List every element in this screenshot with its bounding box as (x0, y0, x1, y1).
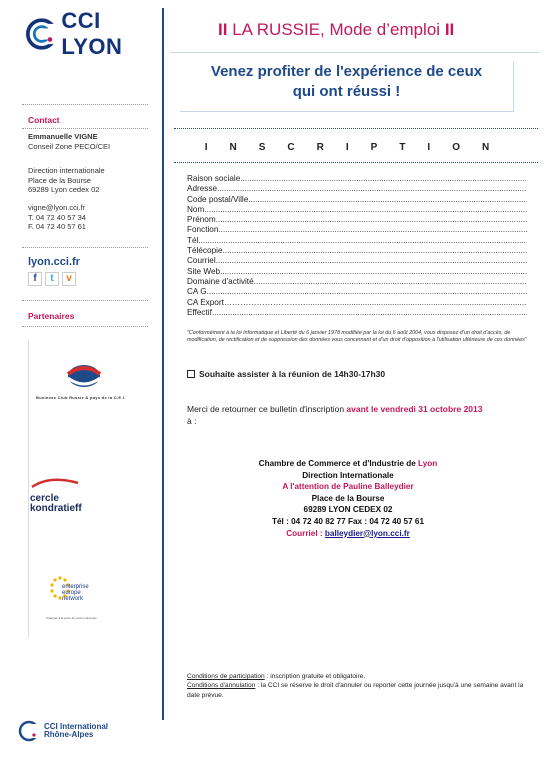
cci-lyon-logo[interactable] (26, 8, 160, 60)
form-field-adresse[interactable] (187, 184, 527, 194)
return-text: Merci de retourner ce bulletin d'inscription (187, 404, 347, 414)
field-label: Effectif (187, 307, 212, 317)
form-field-ca-export[interactable] (187, 298, 527, 308)
divider (22, 247, 148, 248)
form-field-fonction[interactable] (187, 225, 527, 235)
field-label: CA Export………………………… (187, 297, 306, 307)
sidebar (0, 0, 160, 758)
divider (22, 104, 148, 105)
legal-notice: "Conformément à la loi Informatique et Liberté du 6 janvier 1978 modifiée par la loi du 6 août 2004, vous disposez d'un droit d'accès, de modification, de rectification et de suppression des données vous concernant et d'un droit d'opposition à l'utilisation ultérieure de ces données" (187, 330, 527, 343)
contact-email-link[interactable]: vigne@lyon.cci.fr (28, 203, 86, 212)
contact-role: Conseil Zone PECO/CEI (28, 141, 111, 151)
vertical-divider (162, 8, 164, 720)
ccii-line: CCI International (44, 722, 109, 731)
field-label: Adresse (187, 184, 218, 194)
een-line: enterprise (62, 584, 89, 590)
condition-label: Conditions d'annulation (187, 682, 256, 690)
partner-kondratieff-l2: kondratieff (30, 503, 82, 514)
page-title (218, 20, 454, 40)
een-line: europe (62, 590, 81, 596)
divider (174, 128, 538, 129)
address-line: Direction Internationale (302, 470, 394, 480)
field-input-line[interactable] (240, 174, 527, 184)
partner-kondratieff-l1: cercle (30, 493, 59, 504)
logo-text: CCI LYON (61, 8, 123, 59)
address-line: Place de la Bourse (28, 175, 91, 185)
field-label: Raison sociale (187, 174, 241, 183)
divider (22, 326, 148, 327)
field-label: Prénom (187, 215, 216, 225)
field-label: Domaine d'activité (187, 276, 254, 286)
viadeo-icon[interactable]: v (62, 272, 76, 286)
divider (22, 300, 148, 301)
een-line: network (62, 596, 84, 602)
conditions (187, 672, 527, 700)
field-input-line[interactable] (220, 267, 527, 277)
condition-participation (187, 672, 527, 681)
field-input-line[interactable] (217, 184, 527, 194)
field-input-line[interactable] (216, 215, 527, 225)
form-field-telecopie[interactable] (187, 246, 527, 256)
attend-checkbox-row[interactable] (187, 369, 385, 379)
condition-text: : inscription gratuite et obligatoire. (264, 673, 366, 680)
email-link[interactable]: balleydier@lyon.cci.fr (324, 528, 410, 538)
field-input-line[interactable] (216, 256, 527, 266)
address-phone-fax: Tél : 04 72 40 82 77 Fax : 04 72 40 57 61 (271, 516, 425, 526)
contact-name: Emmanuelle VIGNE (28, 132, 98, 141)
field-input-line[interactable] (218, 225, 527, 235)
twitter-icon[interactable]: t (45, 272, 59, 286)
title-bars: II (444, 20, 455, 39)
partners-heading: Partenaires (28, 311, 75, 321)
form-field-prenom[interactable] (187, 215, 527, 225)
address-line: Place de la Bourse (311, 493, 385, 503)
field-label: Nom (187, 204, 205, 214)
field-input-line[interactable] (223, 246, 527, 256)
address-city: Lyon (418, 459, 438, 468)
title-bars: II (218, 20, 228, 39)
partner-business-club-label: Business Club Russie & pays de la C.E.I. (36, 395, 126, 400)
cci-international-icon (18, 720, 40, 742)
attend-checkbox[interactable] (187, 370, 195, 378)
field-input-line[interactable] (254, 277, 527, 287)
cci-logo-icon (26, 17, 57, 51)
field-input-line[interactable] (306, 298, 527, 308)
address-line: Direction internationale (28, 166, 105, 175)
social-links (28, 272, 76, 286)
contact-block (28, 132, 110, 151)
field-input-line[interactable] (248, 195, 527, 205)
promo-line: Venez profiter de l'expérience de ceux (210, 63, 483, 80)
swoosh-icon (30, 477, 80, 489)
inscription-heading: INSCRIPTION (204, 142, 512, 153)
facebook-icon[interactable]: f (28, 272, 42, 286)
address-org: Chambre de Commerce et d'Industrie de (258, 459, 419, 468)
partner-een-tagline: Changer à la porte de votre entreprise (46, 616, 97, 620)
field-input-line[interactable] (198, 236, 527, 246)
address-attention: A l'attention de Pauline Balleydier (282, 482, 414, 492)
ccii-line: Rhône-Alpes (44, 730, 94, 739)
contact-heading: Contact (28, 115, 60, 125)
divider (174, 162, 538, 163)
contact-phone: T. 04 72 40 57 34 (28, 212, 86, 222)
return-address (188, 458, 508, 539)
address-line: 69289 Lyon cedex 02 (28, 185, 100, 194)
field-input-line[interactable] (207, 287, 527, 297)
cercle-kondratieff-logo[interactable] (30, 476, 82, 514)
condition-label: Conditions de participation (187, 673, 265, 680)
site-link[interactable]: lyon.cci.fr (28, 256, 80, 268)
form-field-courriel[interactable] (187, 256, 527, 266)
address-email-row (188, 528, 508, 540)
field-input-line[interactable] (204, 205, 527, 215)
form-field-domaine[interactable] (187, 277, 527, 287)
return-deadline: avant le vendredi 31 octobre 2013 (346, 404, 483, 414)
form-field-ca-g[interactable] (187, 287, 527, 297)
header-divider (170, 52, 540, 53)
form-field-site-web[interactable] (187, 267, 527, 277)
field-label: Courriel (187, 256, 216, 266)
promo-line: qui ont réussi ! (292, 83, 401, 100)
email-label: Courriel : (286, 528, 325, 538)
form-field-effectif[interactable] (187, 308, 527, 318)
partner-een-label (62, 584, 89, 602)
condition-text: : la CCI se réserve le droit d'annuler ou reporter cette journée jusqu'à une semaine avant la date prévue. (187, 682, 524, 699)
field-input-line[interactable] (212, 308, 527, 318)
form-field-tel[interactable] (187, 236, 527, 246)
address-line (188, 458, 508, 470)
title-text: LA RUSSIE, Mode d’emploi (232, 20, 441, 39)
cci-international-text (44, 723, 108, 739)
field-label: CA G (187, 287, 207, 297)
contact-fax: F. 04 72 40 57 61 (28, 222, 86, 231)
return-text-after: à : (187, 415, 197, 426)
field-label: Site Web (187, 266, 221, 276)
condition-annulation (187, 681, 527, 700)
contact-address (28, 166, 105, 195)
field-label: Fonction (187, 225, 219, 235)
address-line: 69289 LYON CEDEX 02 (303, 505, 393, 515)
field-label: Tél (187, 235, 199, 245)
return-instructions (187, 404, 527, 427)
divider (22, 128, 148, 129)
form-field-nom[interactable] (187, 205, 527, 215)
form-field-raison-sociale[interactable] (187, 174, 527, 184)
promo-box (180, 62, 514, 112)
cci-international-logo[interactable] (18, 720, 108, 742)
contact-details (28, 203, 86, 232)
registration-form (187, 174, 527, 318)
attend-checkbox-label: Souhaite assister à la réunion de 14h30-17h30 (199, 369, 386, 379)
field-label: Code postal/Ville (187, 194, 249, 204)
field-label: Télécopie (187, 246, 223, 256)
form-field-code-postal[interactable] (187, 195, 527, 205)
